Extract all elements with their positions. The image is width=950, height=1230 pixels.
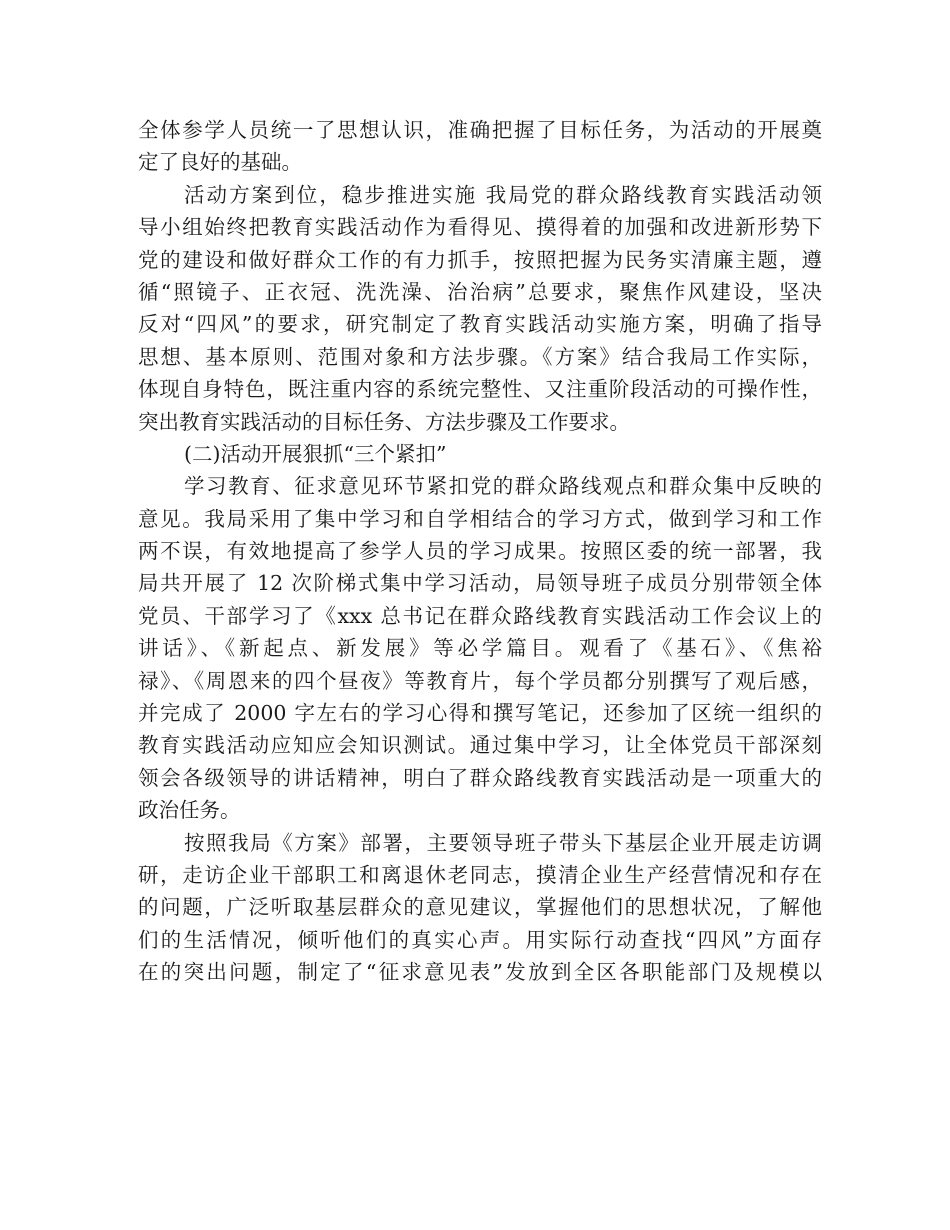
text-line: 研，走访企业干部职工和离退休老同志，摸清企业生产经营情况和存在 bbox=[138, 862, 822, 887]
section-heading: (二)活动开展狠抓“三个紧扣” bbox=[184, 441, 447, 466]
text-line: 们的生活情况，倾听他们的真实心声。用实际行动查找“四风”方面存 bbox=[138, 927, 822, 952]
paragraph-heading-line: 活动方案到位，稳步推进实施 我局党的群众路线教育实践活动领 bbox=[184, 182, 822, 207]
text-line: 突出教育实践活动的目标任务、方法步骤及工作要求。 bbox=[138, 409, 630, 434]
text-line: 并完成了 2000 字左右的学习心得和撰写笔记，还参加了区统一组织的 bbox=[138, 701, 822, 726]
text-line: 政治任务。 bbox=[138, 798, 241, 823]
text-line: 局共开展了 12 次阶梯式集中学习活动，局领导班子成员分别带领全体 bbox=[138, 571, 822, 596]
text-line: 教育实践活动应知应会知识测试。通过集中学习，让全体党员干部深刻 bbox=[138, 733, 822, 758]
text-line: 思想、基本原则、范围对象和方法步骤。《方案》结合我局工作实际， bbox=[138, 344, 822, 369]
text-line: 学习教育、征求意见环节紧扣党的群众路线观点和群众集中反映的 bbox=[184, 474, 822, 499]
text-line: 讲话》、《新起点、新发展》等必学篇目。观看了《基石》、《焦裕 bbox=[138, 636, 822, 661]
document-body bbox=[138, 114, 822, 989]
text-line: 循“照镜子、正衣冠、洗洗澡、治治病”总要求，聚焦作风建设，坚决 bbox=[138, 279, 822, 304]
text-line: 的问题，广泛听取基层群众的意见建议，掌握他们的思想状况，了解他 bbox=[138, 895, 822, 920]
text-line: 体现自身特色，既注重内容的系统完整性、又注重阶段活动的可操作性， bbox=[138, 377, 822, 402]
text-line: 党的建设和做好群众工作的有力抓手，按照把握为民务实清廉主题，遵 bbox=[138, 247, 822, 272]
text-line: 导小组始终把教育实践活动作为看得见、摸得着的加强和改进新形势下 bbox=[138, 215, 822, 240]
text-line: 党员、干部学习了《xxx 总书记在群众路线教育实践活动工作会议上的 bbox=[138, 603, 822, 628]
text-line: 领会各级领导的讲话精神，明白了群众路线教育实践活动是一项重大的 bbox=[138, 765, 822, 790]
text-line: 反对“四风”的要求，研究制定了教育实践活动实施方案，明确了指导 bbox=[138, 312, 822, 337]
text-line: 禄》、《周恩来的四个昼夜》等教育片，每个学员都分别撰写了观后感， bbox=[138, 668, 822, 693]
text-line: 按照我局《方案》部署，主要领导班子带头下基层企业开展走访调 bbox=[184, 830, 822, 855]
text-line: 在的突出问题，制定了“征求意见表”发放到全区各职能部门及规模以 bbox=[138, 960, 822, 985]
text-line: 定了良好的基础。 bbox=[138, 150, 302, 175]
text-line: 意见。我局采用了集中学习和自学相结合的学习方式，做到学习和工作 bbox=[138, 506, 822, 531]
text-line: 全体参学人员统一了思想认识，准确把握了目标任务，为活动的开展奠 bbox=[138, 118, 822, 142]
text-line: 两不误，有效地提高了参学人员的学习成果。按照区委的统一部署，我 bbox=[138, 539, 822, 564]
